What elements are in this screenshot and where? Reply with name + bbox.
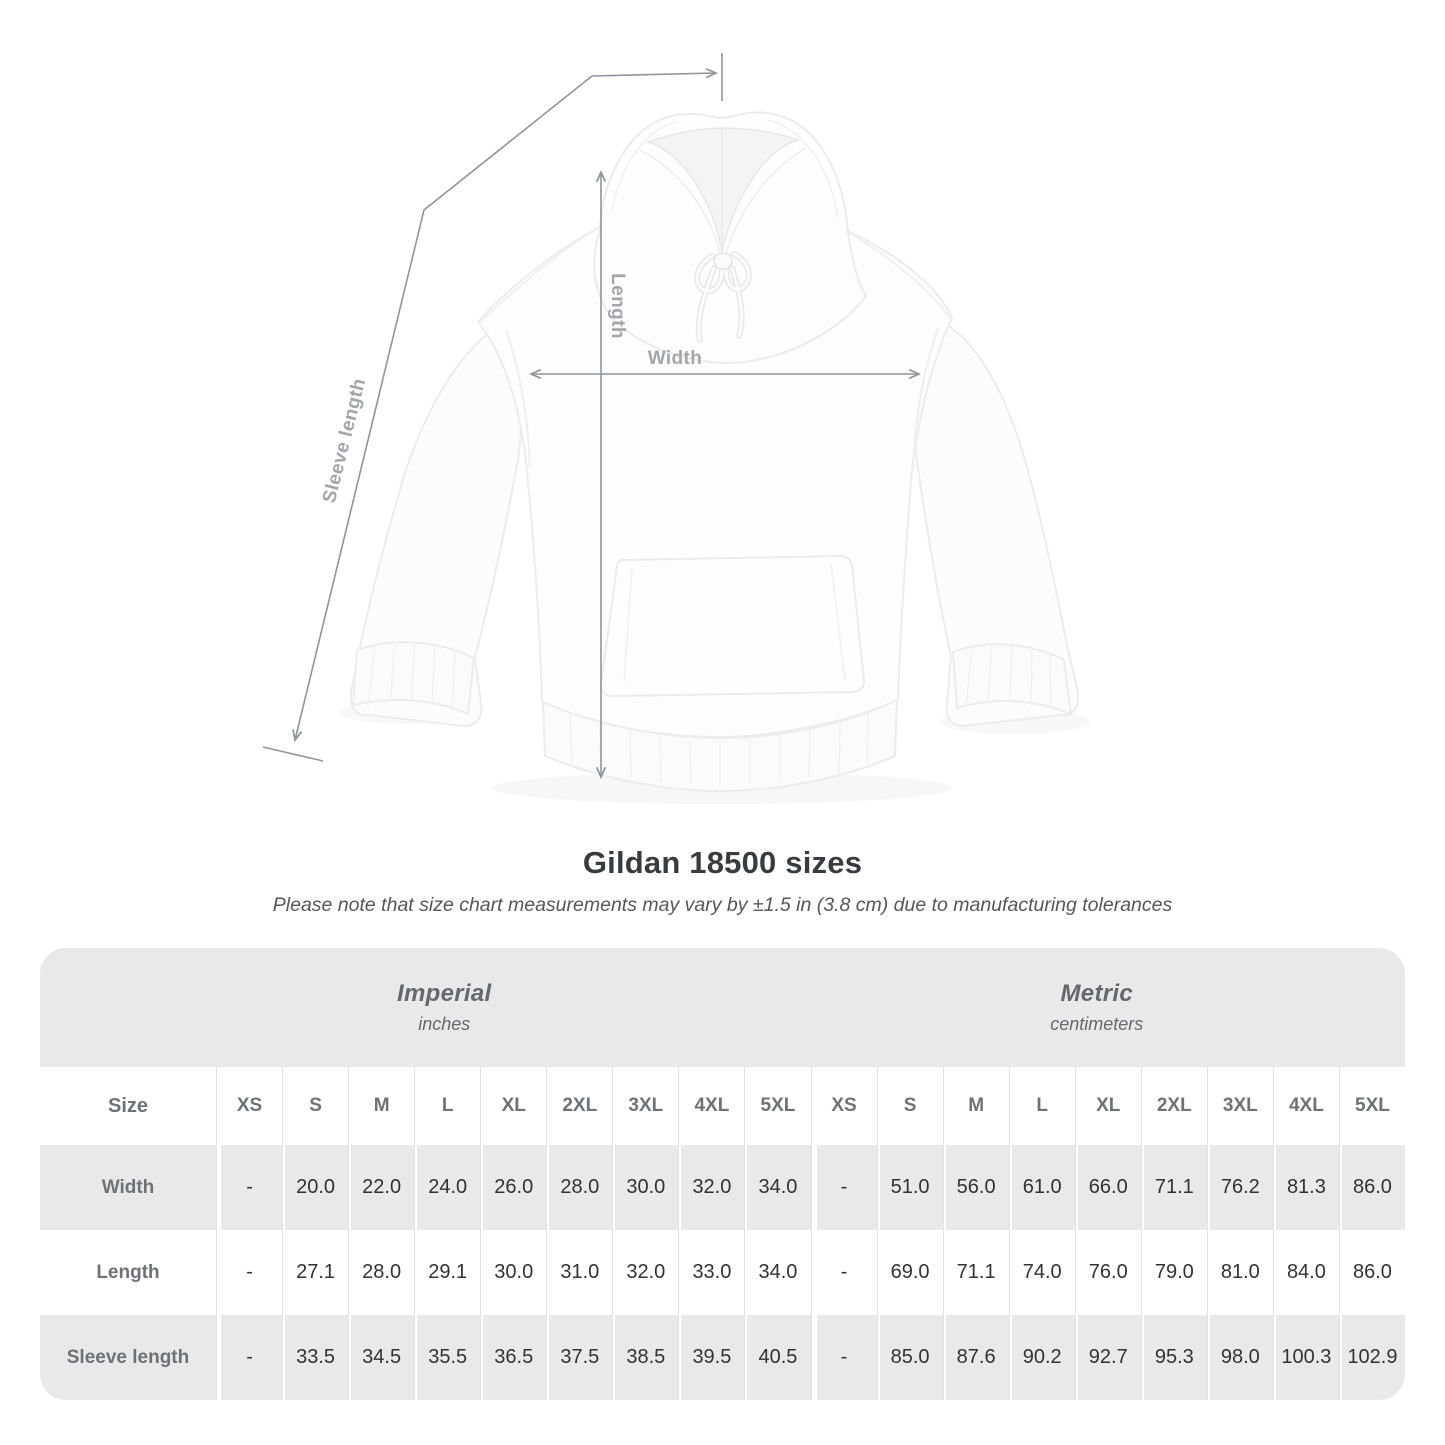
size-value-cell-metric: 98.0 — [1207, 1315, 1273, 1400]
size-value-cell-imperial: - — [216, 1230, 282, 1315]
size-value-cell-imperial: 37.5 — [546, 1315, 612, 1400]
size-value-cell-metric: 87.6 — [943, 1315, 1009, 1400]
size-column-header-metric: 3XL — [1207, 1067, 1273, 1145]
size-value-cell-imperial: 27.1 — [282, 1230, 348, 1315]
size-corner-header: Size — [40, 1067, 216, 1145]
imperial-section-title: Imperial — [397, 980, 492, 1007]
size-value-cell-imperial: 30.0 — [480, 1230, 546, 1315]
size-value-cell-imperial: 30.0 — [612, 1145, 678, 1230]
size-table — [40, 948, 1405, 1400]
size-value-cell-imperial: 20.0 — [282, 1145, 348, 1230]
size-value-cell-imperial: 32.0 — [678, 1145, 744, 1230]
size-value-cell-imperial: 34.0 — [744, 1230, 810, 1315]
size-value-cell-metric: 74.0 — [1009, 1230, 1075, 1315]
size-value-cell-imperial: 36.5 — [480, 1315, 546, 1400]
page-title: Gildan 18500 sizes — [582, 845, 863, 880]
size-value-cell-imperial: 28.0 — [546, 1145, 612, 1230]
size-value-cell-metric: 61.0 — [1009, 1145, 1075, 1230]
size-value-cell-metric: 56.0 — [943, 1145, 1009, 1230]
size-value-cell-imperial: 28.0 — [348, 1230, 414, 1315]
size-column-header-imperial: XL — [480, 1067, 546, 1145]
size-value-cell-metric: 51.0 — [877, 1145, 943, 1230]
size-value-cell-imperial: 38.5 — [612, 1315, 678, 1400]
size-value-cell-metric: 81.0 — [1207, 1230, 1273, 1315]
size-column-header-imperial: 2XL — [546, 1067, 612, 1145]
size-column-header-imperial: M — [348, 1067, 414, 1145]
size-value-cell-metric: 92.7 — [1075, 1315, 1141, 1400]
unit-section-metric — [811, 948, 1406, 1067]
size-value-cell-metric: 85.0 — [877, 1315, 943, 1400]
size-column-header-metric: 4XL — [1273, 1067, 1339, 1145]
size-value-cell-imperial: 33.0 — [678, 1230, 744, 1315]
sleeve-length-label: Sleeve length — [319, 376, 371, 506]
size-value-cell-metric: 71.1 — [943, 1230, 1009, 1315]
imperial-section-unit: inches — [418, 1014, 471, 1034]
size-value-cell-metric: - — [811, 1315, 877, 1400]
size-value-cell-metric: 69.0 — [877, 1230, 943, 1315]
size-column-header-imperial: 4XL — [678, 1067, 744, 1145]
size-value-cell-imperial: 35.5 — [414, 1315, 480, 1400]
size-column-header-metric: L — [1009, 1067, 1075, 1145]
metric-section-title: Metric — [1060, 980, 1133, 1007]
size-value-cell-imperial: 31.0 — [546, 1230, 612, 1315]
row-label: Sleeve length — [40, 1315, 216, 1400]
size-column-header-metric: S — [877, 1067, 943, 1145]
size-column-header-imperial: XS — [216, 1067, 282, 1145]
size-value-cell-metric: 66.0 — [1075, 1145, 1141, 1230]
size-value-cell-imperial: - — [216, 1315, 282, 1400]
row-label: Width — [40, 1145, 216, 1230]
size-value-cell-imperial: - — [216, 1145, 282, 1230]
tolerance-note: Please note that size chart measurements may vary by ±1.5 in (3.8 cm) due to manufacturing tolerances — [272, 894, 1173, 916]
size-column-header-imperial: L — [414, 1067, 480, 1145]
size-column-header-imperial: S — [282, 1067, 348, 1145]
size-value-cell-imperial: 26.0 — [480, 1145, 546, 1230]
size-value-cell-imperial: 34.5 — [348, 1315, 414, 1400]
size-value-cell-metric: 76.0 — [1075, 1230, 1141, 1315]
hoodie-illustration — [340, 112, 1090, 804]
size-value-cell-metric: 71.1 — [1141, 1145, 1207, 1230]
size-value-cell-metric: 95.3 — [1141, 1315, 1207, 1400]
size-column-header-metric: 5XL — [1339, 1067, 1405, 1145]
size-value-cell-metric: 86.0 — [1339, 1230, 1405, 1315]
size-value-cell-imperial: 24.0 — [414, 1145, 480, 1230]
sleeve-top-arrow-line — [592, 73, 716, 76]
size-column-header-imperial: 3XL — [612, 1067, 678, 1145]
size-value-cell-metric: 81.3 — [1273, 1145, 1339, 1230]
sleeve-end-tick — [263, 747, 323, 761]
size-value-cell-metric: 90.2 — [1009, 1315, 1075, 1400]
size-column-header-metric: 2XL — [1141, 1067, 1207, 1145]
size-column-header-imperial: 5XL — [744, 1067, 810, 1145]
unit-section-imperial — [40, 948, 811, 1067]
size-value-cell-metric: 76.2 — [1207, 1145, 1273, 1230]
size-value-cell-metric: 102.9 — [1339, 1315, 1405, 1400]
size-value-cell-imperial: 29.1 — [414, 1230, 480, 1315]
size-value-cell-metric: 84.0 — [1273, 1230, 1339, 1315]
width-label: Width — [647, 348, 703, 369]
length-label: Length — [607, 273, 628, 339]
size-value-cell-metric: - — [811, 1230, 877, 1315]
size-value-cell-imperial: 22.0 — [348, 1145, 414, 1230]
size-column-header-metric: M — [943, 1067, 1009, 1145]
size-value-cell-imperial: 32.0 — [612, 1230, 678, 1315]
size-value-cell-imperial: 40.5 — [744, 1315, 810, 1400]
size-value-cell-metric: - — [811, 1145, 877, 1230]
size-value-cell-metric: 100.3 — [1273, 1315, 1339, 1400]
size-value-cell-metric: 86.0 — [1339, 1145, 1405, 1230]
size-column-header-metric: XL — [1075, 1067, 1141, 1145]
size-column-header-metric: XS — [811, 1067, 877, 1145]
size-value-cell-imperial: 33.5 — [282, 1315, 348, 1400]
metric-section-unit: centimeters — [1050, 1014, 1144, 1034]
size-value-cell-imperial: 39.5 — [678, 1315, 744, 1400]
size-value-cell-imperial: 34.0 — [744, 1145, 810, 1230]
size-value-cell-metric: 79.0 — [1141, 1230, 1207, 1315]
row-label: Length — [40, 1230, 216, 1315]
